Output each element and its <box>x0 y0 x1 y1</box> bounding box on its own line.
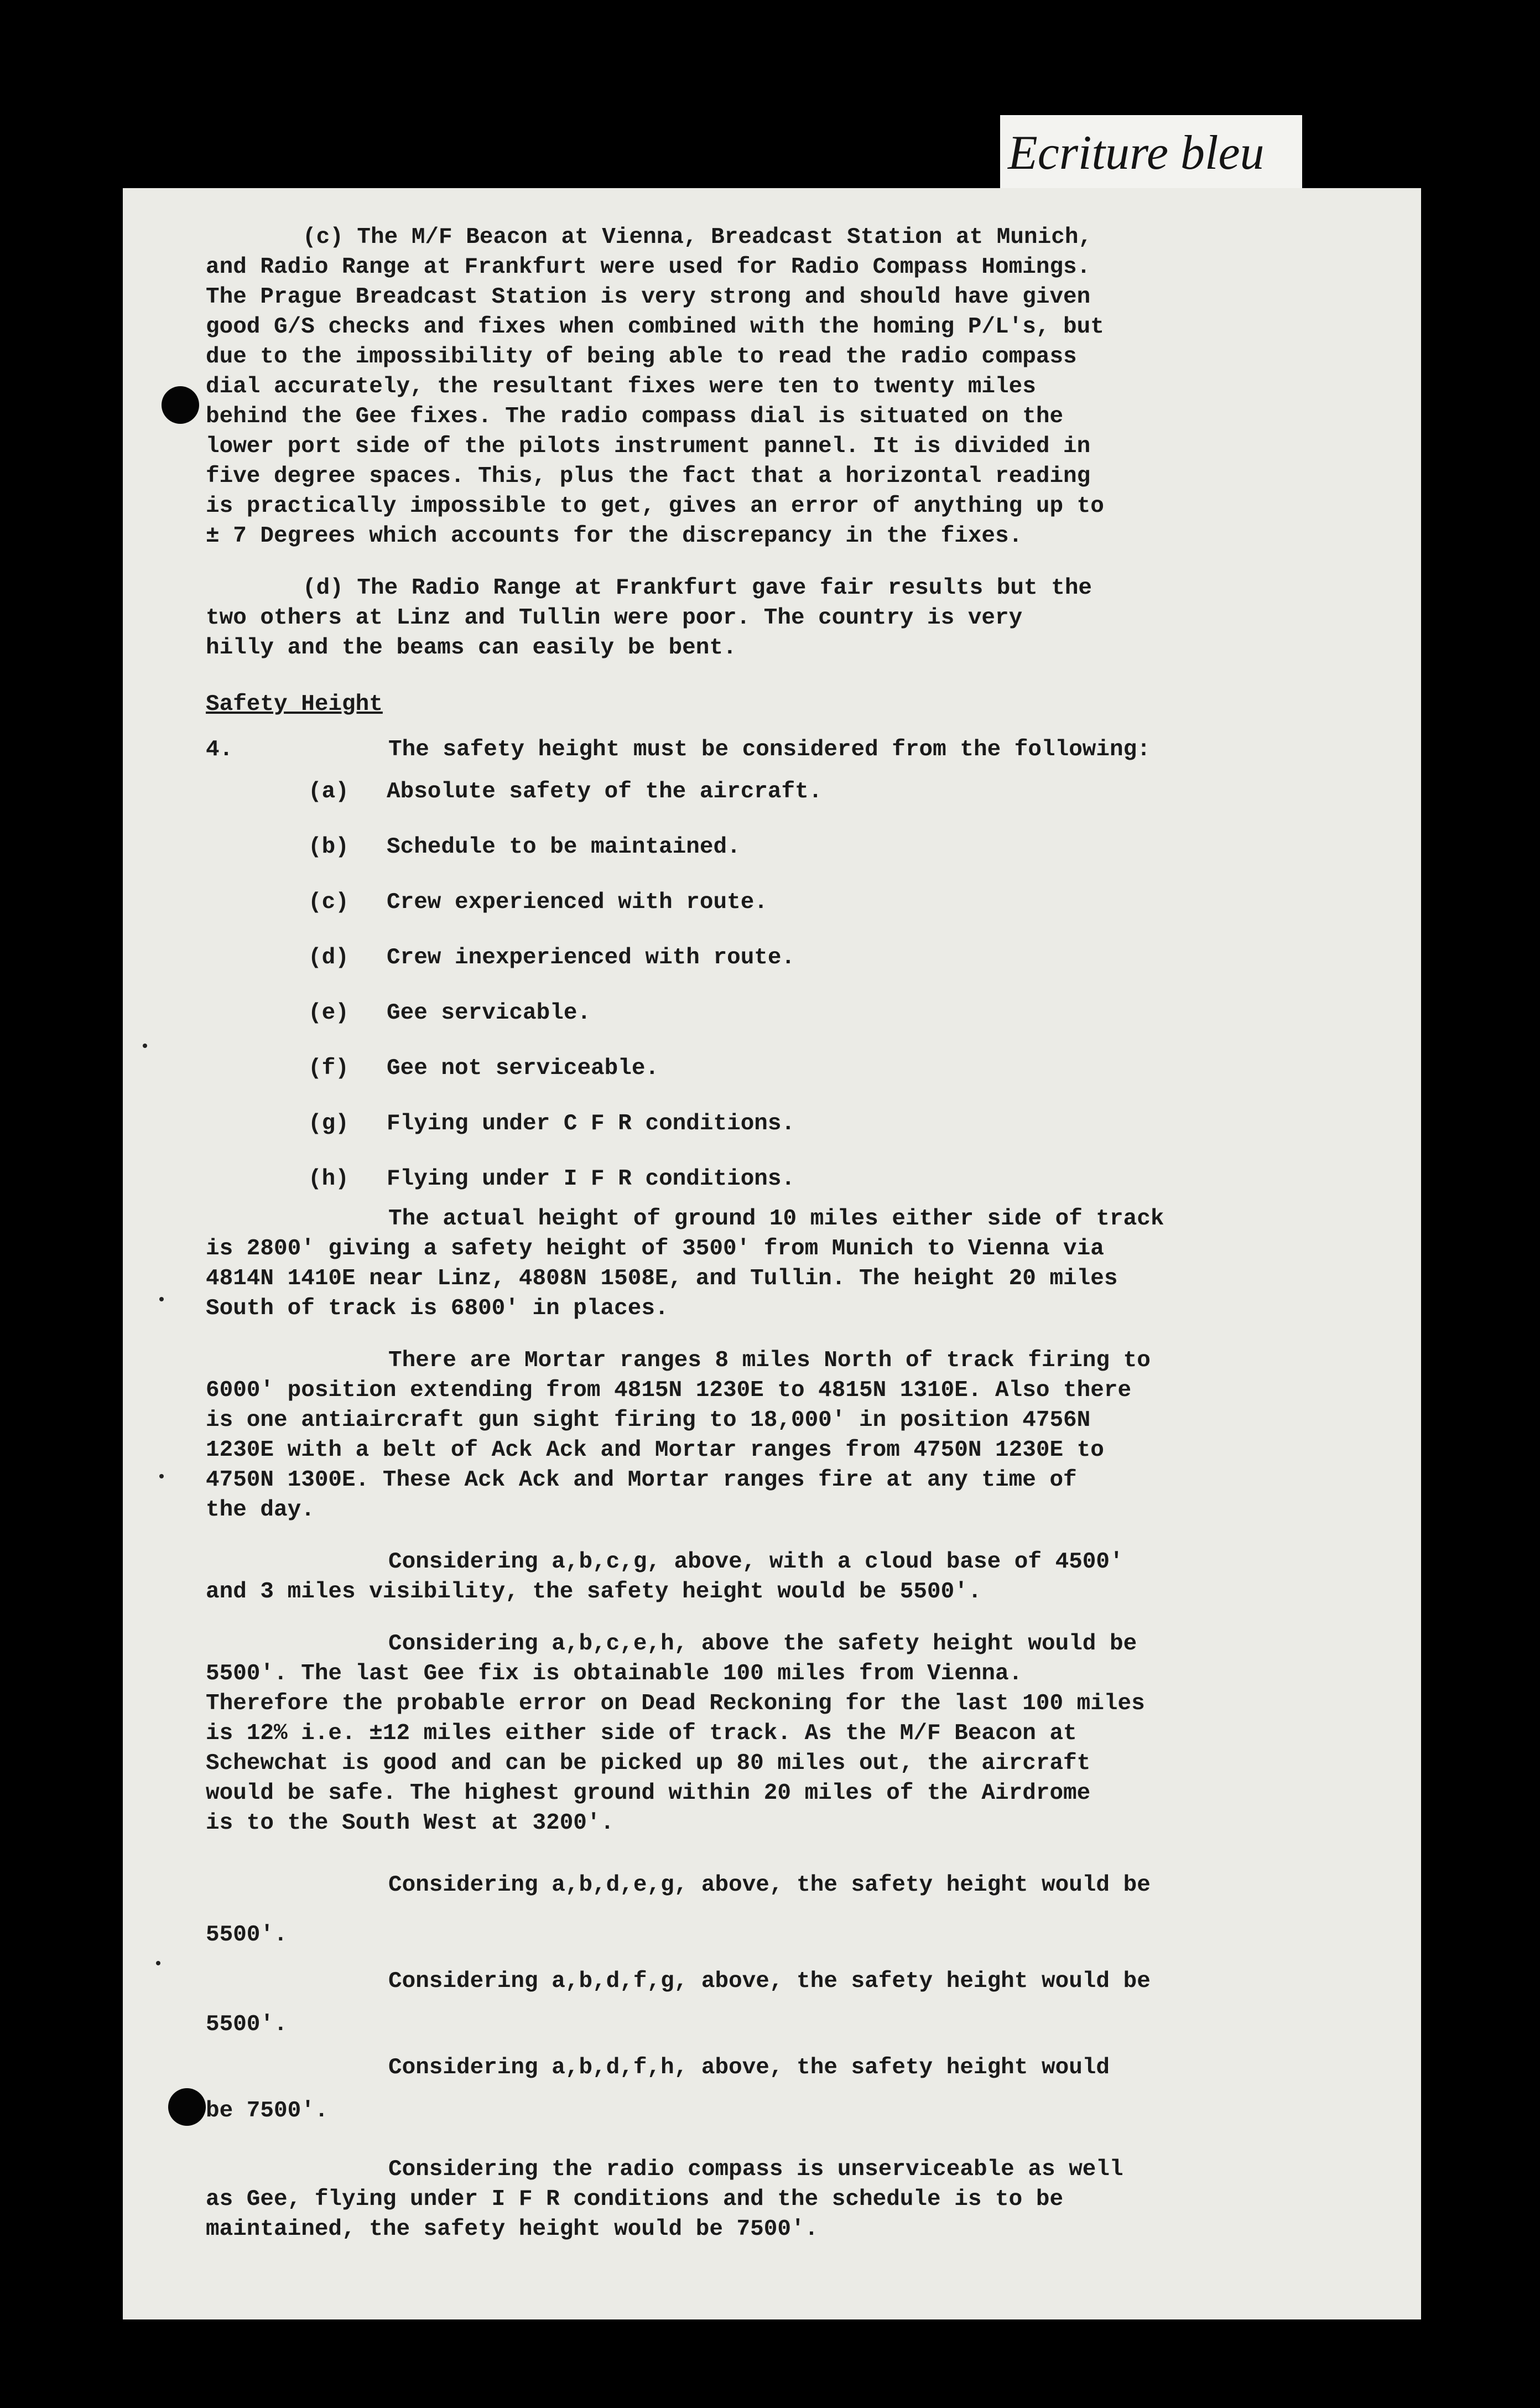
list-text: Gee not serviceable. <box>387 1056 659 1081</box>
paragraph-mortar-ranges: There are Mortar ranges 8 miles North of track firing to 6000' position extending from 4815N 1230E to 4815N 1310E. Also there is one antiaircraft gun sight firing to 18,000' in position 4756N 1230E with a belt of Ack Ack and Mortar ranges from 4750N 1230E to 4750N 1300E. These Ack Ack and Mortar ranges fire at any time of the day. <box>206 1348 1151 1523</box>
conditions-list <box>206 777 1390 1194</box>
list-letter: (h) <box>308 1166 349 1192</box>
list-text: Absolute safety of the aircraft. <box>387 779 823 805</box>
paragraph-considering-abcg: Considering a,b,c,g, above, with a cloud base of 4500' and 3 miles visibility, the safety height would be 5500'. <box>206 1549 1123 1605</box>
paragraph-d: (d) The Radio Range at Frankfurt gave fair results but the two others at Linz and Tullin were poor. The country is very hilly and the beams can easily be bent. <box>206 575 1092 661</box>
paragraph-number: 4. <box>206 737 233 762</box>
speck <box>143 1044 147 1048</box>
list-item <box>206 888 1390 917</box>
list-letter: (f) <box>308 1056 349 1081</box>
speck <box>156 1961 160 1965</box>
paragraph-final: Considering the radio compass is unserviceable as well as Gee, flying under I F R conditions and the schedule is to be maintained, the safety height would be 7500'. <box>206 2157 1123 2242</box>
paragraph-considering-abdfh: Considering a,b,d,f,h, above, the safety height would be 7500'. <box>206 2055 1110 2124</box>
paragraph-actual-height: The actual height of ground 10 miles either side of track is 2800' giving a safety height of 3500' from Munich to Vienna via 4814N 1410E near Linz, 4808N 1508E, and Tullin. The height 20 miles South of track is 6800' in places. <box>206 1206 1164 1321</box>
paragraph-considering-abdeg: Considering a,b,d,e,g, above, the safety height would be 5500'. <box>206 1872 1151 1948</box>
list-text: Crew inexperienced with route. <box>387 945 795 971</box>
section-heading: Safety Height <box>206 692 383 717</box>
list-letter: (a) <box>308 779 349 805</box>
list-text: Gee servicable. <box>387 1000 591 1026</box>
paragraph-4-text: The safety height must be considered from the following: <box>388 737 1151 762</box>
list-item <box>206 777 1390 807</box>
list-item <box>206 943 1390 973</box>
paragraph-c: (c) The M/F Beacon at Vienna, Breadcast Station at Munich, and Radio Range at Frankfurt were used for Radio Compass Homings. The Prague Breadcast Station is very strong and should have given good G/S checks and fixes when combined with the homing P/L's, but due to the impossibility of being able to read the radio compass dial accurately, the resultant fixes were ten to twenty miles behind the Gee fixes. The radio compass dial is situated on the lower port side of the pilots instrument pannel. It is divided in five degree spaces. This, plus the fact that a horizontal reading is practically impossible to get, gives an error of anything up to ± 7 Degrees which accounts for the discrepancy in the fixes. <box>206 225 1104 549</box>
list-letter: (b) <box>308 834 349 860</box>
speck <box>159 1297 164 1301</box>
punch-hole <box>162 386 199 424</box>
list-item <box>206 1054 1390 1083</box>
list-text: Crew experienced with route. <box>387 890 768 915</box>
list-letter: (e) <box>308 1000 349 1026</box>
speck <box>159 1474 164 1478</box>
list-text: Flying under I F R conditions. <box>387 1166 795 1192</box>
list-item <box>206 1109 1390 1139</box>
handwritten-label: Ecriture bleu <box>1000 115 1302 191</box>
paragraph-considering-abdfg: Considering a,b,d,f,g, above, the safety height would be 5500'. <box>206 1969 1151 2037</box>
document-body <box>206 222 1390 2244</box>
list-item <box>206 832 1390 862</box>
document-page <box>123 188 1421 2319</box>
list-letter: (d) <box>308 945 349 971</box>
list-item <box>206 998 1390 1028</box>
paragraph-considering-abceh: Considering a,b,c,e,h, above the safety height would be 5500'. The last Gee fix is obtainable 100 miles from Vienna. Therefore the probable error on Dead Reckoning for the last 100 miles is 12% i.e. ±12 miles either side of track. As the M/F Beacon at Schewchat is good and can be picked up 80 miles out, the aircraft would be safe. The highest ground within 20 miles of the Airdrome is to the South West at 3200'. <box>206 1631 1145 1836</box>
list-item <box>206 1164 1390 1194</box>
list-letter: (g) <box>308 1111 349 1136</box>
punch-hole <box>168 2088 206 2126</box>
list-text: Schedule to be maintained. <box>387 834 741 860</box>
list-text: Flying under C F R conditions. <box>387 1111 795 1136</box>
paragraph-4 <box>206 735 1390 765</box>
list-letter: (c) <box>308 890 349 915</box>
